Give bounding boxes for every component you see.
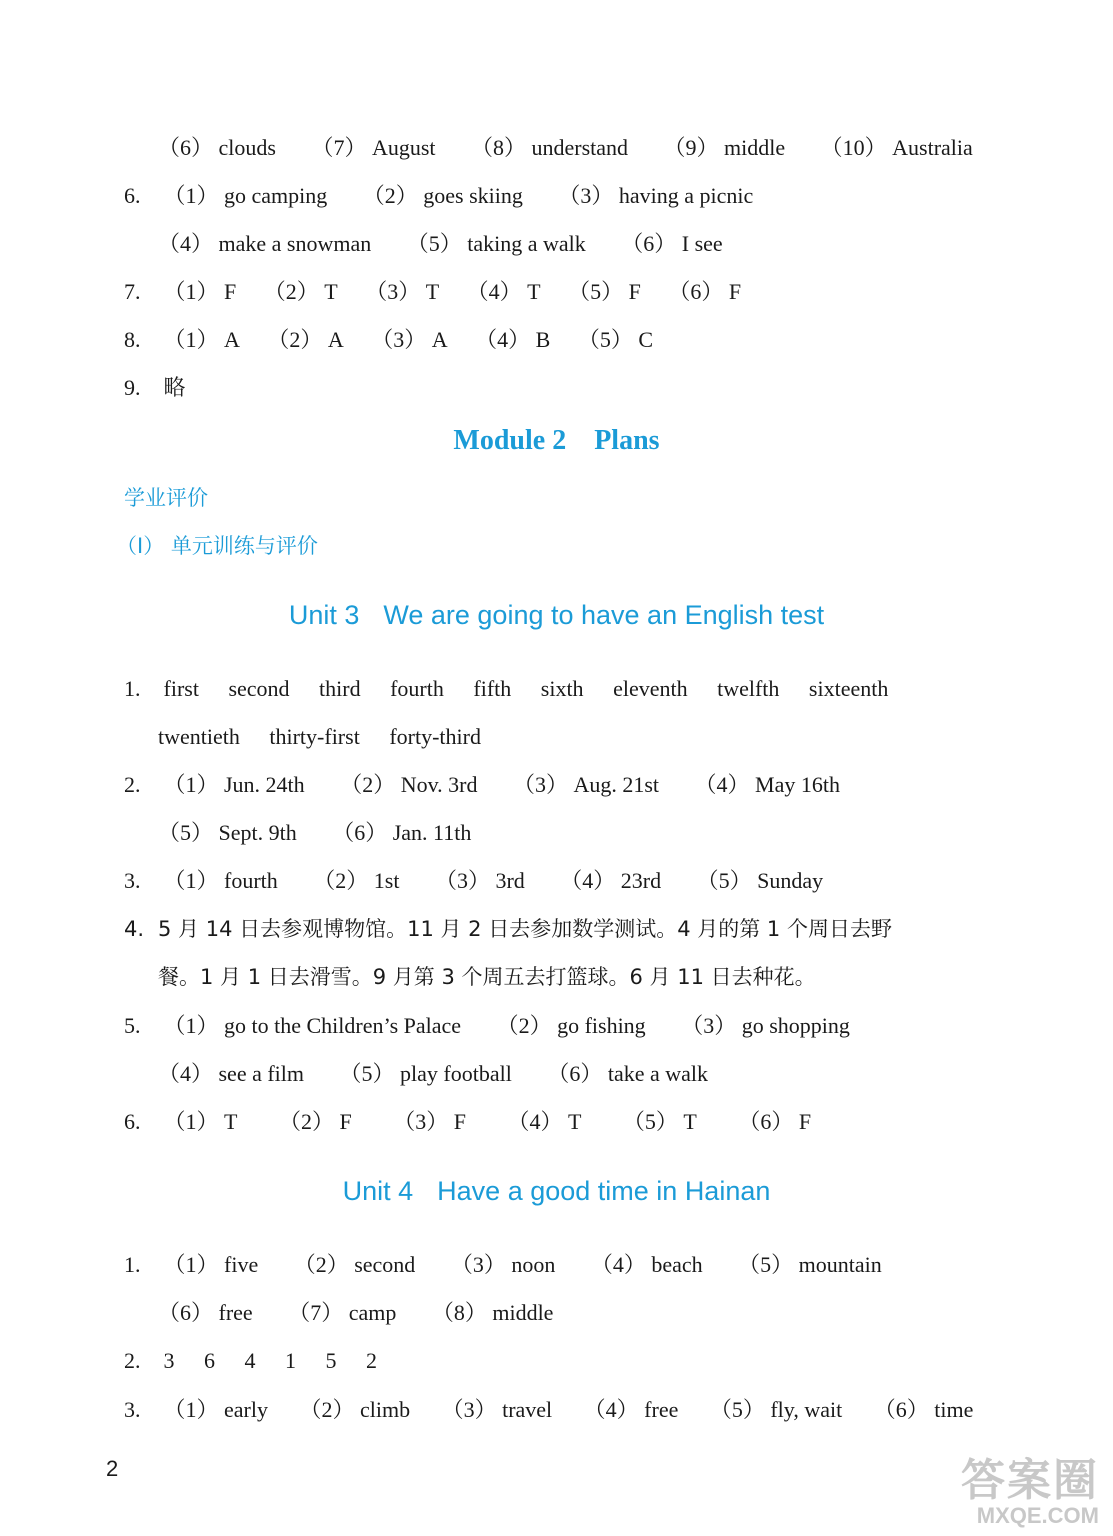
unit3-q4-cont	[158, 962, 816, 992]
answer-line-5-cont	[158, 133, 1003, 163]
answer-item: （3） noon	[450, 1252, 556, 1277]
unit4-q1	[124, 1250, 912, 1280]
answer-item: （6） clouds	[158, 135, 276, 160]
unit3-title	[0, 600, 1113, 631]
answer-item: fourth	[390, 676, 444, 701]
answer-item: 6	[204, 1348, 215, 1373]
answer-item: （2） goes skiing	[362, 183, 523, 208]
answer-item: （5） fly, wait	[709, 1397, 843, 1422]
answer-item: （6） free	[158, 1300, 253, 1325]
unit3-q1	[124, 674, 888, 704]
unit4-q2	[124, 1346, 377, 1376]
question-number: 2.	[124, 1348, 141, 1373]
answer-item: （6） take a walk	[547, 1061, 709, 1086]
answer-item: （6） F	[738, 1109, 812, 1134]
question-number: 8.	[124, 327, 141, 352]
answer-text: 5 月 14 日去参观博物馆。11 月 2 日去参加数学测试。4 月的第 1 个周日去野	[158, 917, 892, 941]
answer-item: （4） 23rd	[560, 868, 662, 893]
answer-item: （4） free	[583, 1397, 679, 1422]
unit3-q4	[124, 914, 892, 944]
answer-item: （10） Australia	[820, 135, 973, 160]
answer-item: 5	[325, 1348, 337, 1373]
answer-item: fifth	[473, 676, 512, 701]
answer-item: forty-third	[389, 724, 481, 749]
answer-q6-cont	[158, 229, 753, 259]
answer-item: 3	[163, 1348, 175, 1373]
answer-item: （4） beach	[590, 1252, 703, 1277]
answer-item: （3） F	[393, 1109, 466, 1134]
answer-item: （4） B	[475, 327, 551, 352]
answer-item: （8） understand	[471, 135, 629, 160]
question-number: 3.	[124, 1397, 141, 1422]
answer-item: （3） travel	[441, 1397, 553, 1422]
question-number: 1.	[124, 1252, 141, 1277]
answer-item: （5） F	[568, 279, 641, 304]
question-number: 4.	[124, 917, 145, 941]
answer-item: （6） I see	[621, 231, 723, 256]
watermark-cn: 答案圈	[961, 1456, 1099, 1505]
answer-item: （7） August	[311, 135, 436, 160]
unit4-q3	[124, 1395, 973, 1425]
answer-item: （5） C	[577, 327, 654, 352]
answer-item: twentieth	[158, 724, 240, 749]
answer-item: （4） see a film	[158, 1061, 305, 1086]
question-number: 7.	[124, 279, 141, 304]
question-number: 3.	[124, 868, 141, 893]
unit3-q5-cont	[158, 1059, 738, 1089]
answer-item: （2） Nov. 3rd	[340, 772, 478, 797]
answer-q6	[124, 181, 783, 211]
answer-item: （4） make a snowman	[158, 231, 372, 256]
answer-item: 2	[366, 1348, 377, 1373]
unit-name: We are going to have an English test	[383, 600, 825, 630]
question-number: 1.	[124, 676, 141, 701]
module-label: Module 2	[453, 425, 567, 456]
question-number: 9.	[124, 375, 141, 400]
module-name: Plans	[594, 425, 660, 456]
page-number: 2	[106, 1456, 119, 1481]
answer-item: （2） go fishing	[496, 1013, 646, 1038]
answer-item: （7） camp	[288, 1300, 397, 1325]
answer-item: third	[319, 676, 361, 701]
answer-item: （3） 3rd	[434, 868, 525, 893]
question-number: 2.	[124, 772, 141, 797]
unit4-title	[0, 1176, 1113, 1207]
answer-item: （5） play football	[339, 1061, 512, 1086]
answer-item: first	[163, 676, 199, 701]
answer-item: （1） go camping	[163, 183, 328, 208]
answer-item: （2） A	[267, 327, 344, 352]
answer-item: thirty-first	[269, 724, 360, 749]
answer-item: （3） Aug. 21st	[512, 772, 660, 797]
answer-item: （1） A	[163, 327, 240, 352]
answer-item: eleventh	[613, 676, 688, 701]
answer-item: （2） F	[278, 1109, 352, 1134]
answer-item: （1） early	[163, 1397, 268, 1422]
section-label: 学业评价	[124, 486, 208, 510]
answer-item: （4） T	[466, 279, 541, 304]
answer-item: （2） second	[293, 1252, 416, 1277]
answer-item: （1） fourth	[163, 868, 278, 893]
answer-item: （4） May 16th	[694, 772, 840, 797]
unit-name: Have a good time in Hainan	[437, 1176, 771, 1206]
answer-item: （3） go shopping	[681, 1013, 850, 1038]
answer-item: 4	[244, 1348, 256, 1373]
answer-item: twelfth	[717, 676, 780, 701]
module-title	[0, 425, 1113, 457]
unit3-q5	[124, 1011, 880, 1041]
answer-item: （1） F	[163, 279, 237, 304]
answer-item: （6） Jan. 11th	[332, 820, 472, 845]
answer-item: （1） go to the Children’s Palace	[163, 1013, 462, 1038]
answer-item: sixth	[540, 676, 584, 701]
answer-item: （5） taking a walk	[406, 231, 586, 256]
unit4-q1-cont	[158, 1298, 583, 1328]
answer-item: （3） A	[371, 327, 448, 352]
answer-item: （5） Sept. 9th	[158, 820, 297, 845]
subsection-label: （Ⅰ） 单元训练与评价	[116, 534, 318, 558]
answer-item: （3） T	[365, 279, 440, 304]
answer-item: （1） T	[163, 1109, 238, 1134]
unit3-q2	[124, 770, 870, 800]
answer-item: （3） having a picnic	[558, 183, 754, 208]
answer-item: （2） 1st	[313, 868, 400, 893]
unit-label: Unit 3	[288, 600, 360, 630]
answer-item: （6） F	[668, 279, 742, 304]
unit3-q1-cont	[158, 722, 511, 752]
answer-item: （8） middle	[431, 1300, 554, 1325]
answer-item: 略	[163, 375, 186, 400]
question-number: 6.	[124, 1109, 141, 1134]
answer-item: sixteenth	[808, 676, 889, 701]
answer-q7	[124, 277, 763, 307]
answer-q9	[124, 373, 186, 403]
answer-item: （6） time	[873, 1397, 974, 1422]
answer-item: （1） Jun. 24th	[163, 772, 305, 797]
answer-item: （2） T	[263, 279, 338, 304]
answer-item: （5） Sunday	[696, 868, 824, 893]
unit3-q2-cont	[158, 818, 501, 848]
answer-item: （4） T	[507, 1109, 582, 1134]
answer-item: （5） mountain	[738, 1252, 882, 1277]
watermark-en: MXQE.COM	[976, 1503, 1099, 1528]
watermark	[961, 1458, 1099, 1528]
answer-q8	[124, 325, 675, 355]
answer-item: （1） five	[163, 1252, 259, 1277]
answer-text: 餐。1 月 1 日去滑雪。9 月第 3 个周五去打篮球。6 月 11 日去种花。	[158, 965, 816, 989]
answer-item: second	[228, 676, 290, 701]
answer-item: （2） climb	[299, 1397, 411, 1422]
question-number: 5.	[124, 1013, 141, 1038]
question-number: 6.	[124, 183, 141, 208]
answer-item: （5） T	[622, 1109, 697, 1134]
answer-item: （9） middle	[663, 135, 786, 160]
unit3-q3	[124, 866, 853, 896]
answer-item: 1	[285, 1348, 296, 1373]
unit-label: Unit 4	[342, 1176, 414, 1206]
unit3-q6	[124, 1107, 811, 1137]
